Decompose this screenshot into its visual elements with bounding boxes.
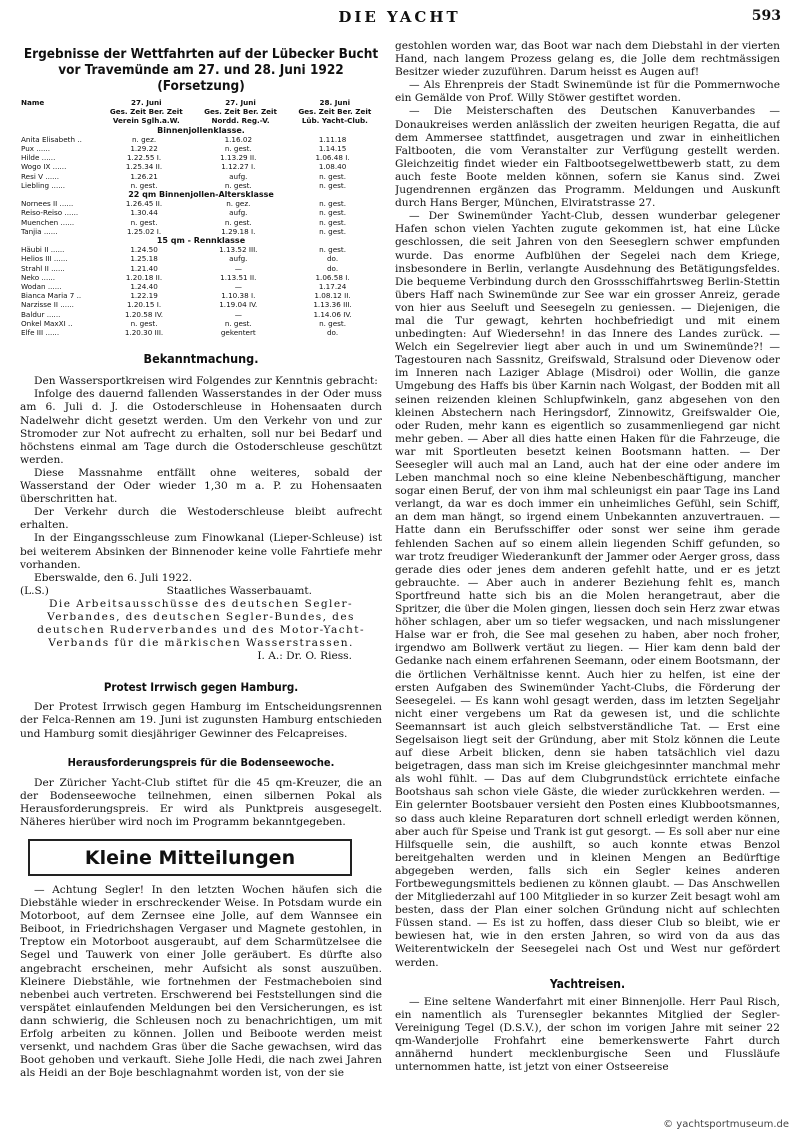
result-cell — [377, 291, 382, 300]
boat-name: Muenchen ...... — [21, 217, 75, 227]
col-date3: 28. Juni — [319, 98, 351, 107]
result-cell — [377, 310, 382, 319]
result-cell: 1.25.34 II. — [125, 162, 163, 172]
result-cell: n. gest. — [130, 217, 158, 227]
result-cell: 1.26.45 II. — [125, 199, 163, 209]
table-row — [20, 144, 382, 153]
result-cell — [377, 208, 382, 217]
result-cell: n. gest. — [319, 171, 347, 181]
right-p4-wanderfahrt: — Eine seltene Wanderfahrt mit einer Binnenjolle. Herr Paul Risch, ein namentlich als Turensegler bekanntes Mitglied der Segler-Vereinigung Tegel (D.S.V.), der schon im vorigen Jahre mit seiner 22 qm-Wanderjolle Frohfahrt eine bemerkenswerte Fahrt durch annähernd hundert mecklenburgische Seen und Flussläufe unternommen hatte, ist jetzt von einer Ostseereise — [395, 995, 780, 1074]
results-table — [20, 98, 382, 337]
right-p3-swinemuende: — Der Swinemünder Yacht-Club, dessen wunderbar gelegener Hafen schon vielen Yachten zugute gekommen ist, hat eine Lücke geschlossen, die seit Jahren von den Seeseglern schwer empfunden wurde. Das enorme Aufblühen der Segelei nach dem Kriege, insbesondere in Berlin, verlangte Ausdehnung des Betätigungsfeldes. Die bequeme Verbindung durch den Grossschiffahrtsweg Berlin-Stettin übers Haff nach Swinemünde zur See war ein grosser Anreiz, gerade von hier aus Seeluft und Seesegeln zu geniessen. — Diejenigen, die mal die Tur gewagt, kehrten hochbefriedigt und mit einem unbedingten: Auf Wiedersehn! in das Innere des Landes zurück. — Welch ein Segelrevier liegt aber auch in und um Swinemünde?! — Tagestouren nach Sassnitz, Greifswald, Stralsund oder Dievenow oder im Inneren nach Laziger Ablage (Misdroi) oder Wollin, die ganze Umgebung des Haffs bis über Karnin nach Wolgast, der Bodden mit all seinen reizenden kleinen Schlupfwinkeln, ganz abgesehen von den kleinen Abstechern nach Heringsdorf, Zinnowitz, Greifswalder Oie, oder Ruden, mehr kann es eigentlich so zusammenliegend gar nicht mehr geben. — Aber all dies hatte einen Haken für die Fahrzeuge, die war mit Sportleuten besetzt keinen Bootsmann hatten. — Der Seesegler will auch mal an Land, auch hat der eine oder andere im Leben manchmal noch so eine kleine Nebenbeschäftigung, mancher sogar einen Beruf, der von ihm mal schleunigst ein paar Tage ins Land verlangt, da war es doch immer ein unheimliches Gefühl, sein Schiff, an dem man hängt, so irgend einem Unbekannten anzuvertrauen. — Hatte dann ein Berufsschiffer oder sonst wer seine ihm gerade fehlenden Sachen auf so einem allein liegenden Schiff gefunden, so war trotz freudiger Wiederankunft der Jammer oder Aerger gross, dass gerade dies oder jenes dem anderen gefehlt hatte, und er es jetzt gebrauchte. — Aber auch in anderer Beziehung fehlt es, manch Sportfreund hatte sich bis an die Molen herangetraut, aber die Spritzer, die über die Molen gingen, liessen doch sein Herz zwar etwas höher schlagen, aber um so tiefer wegsacken, und nach misslungener Halse war er froh, die See mal gesehen zu haben, aber noch froher, irgendwo am Bollwerk vertäut zu liegen. — Hier kam denn bald der Gedanke nach einem erfahrenen Seemann, oder einem Bootsmann, der die örtlichen Verhältnisse kennt. Auch hier zu helfen, ist eine der ersten Aufgaben des Swinemünder Yacht-Clubs, die Förderung der Seesegelei. — Es kann wohl gesagt werden, dass im letzten Segeljahr nicht einer vergebens um Rat da gewesen ist, und die schlichte Seemannsart ist auch gleich selbstverständliche Tat. — Erst eine Segelsaison liegt seit der Gründung, aber mit Stolz können die Leute auf diese Arbeit blicken, denn sie haben tatsächlich viel dazu beigetragen, dass man sich im Kreise gleichgesinnter manchmal mehr als wohl fühlt. — Das auf dem Clubgrundstück errichtete einfache Bootshaus sah schon viele Gäste, die wieder zurückkehren werden. — Ein gelernter Bootsbauer versieht den Posten eines Klubbootsmannes, so dass auch kleine Reparaturen dort schnell erledigt werden können, aber auch für Speise und Trank ist gut gesorgt. — Es soll aber nur eine Hilfsquelle sein, die aushilft, so auch konnte etwas Benzol bereitgehalten werden und in kleinen Mengen an Bedürftige abgegeben werden, falls sich ein Segler keines anderen Fortbewegungsmittels bedienen zu können glaubt. — Das Anschwellen der Mitgliederzahl auf 100 Mitglieder in so kurzer Zeit besagt wohl am besten, dass der Plan einer solchen Gründung nicht auf schlechten Füssen stand. — Es ist zu hoffen, dass dieser Club so bleibt, wie er bewiesen hat, wie in den ersten Jahren, so wird von da aus das Weiterentwickeln der Seesegelei nach Ost und West nur gefördert werden. — [395, 210, 780, 969]
protest-text: Der Protest Irrwisch gegen Hamburg im Entscheidungsrennen der Felca-Rennen am 19. Juni ist zugunsten Hamburg entschieden und Hamburg somit diesjähriger Gewinner des Felcapreises. — [20, 701, 382, 740]
right-p1-ehrenpreis: — Als Ehrenpreis der Stadt Swinemünde ist für die Pommernwoche ein Gemälde von Prof. Willy Stöwer gestiftet worden. — [395, 79, 780, 105]
result-cell — [377, 153, 382, 162]
bekanntmachung-committees: Die Arbeitsausschüsse des deutschen Segler-Verbandes, des deutschen Segler-Bundes, des deutschen Ruderverbandes und des Motor-Yacht-Verbands für die märkischen Wasserstrassen. — [37, 597, 365, 650]
col-times1: Ges. Zeit Ber. Zeit — [109, 107, 183, 117]
result-cell — [377, 282, 382, 291]
page-header — [0, 8, 799, 30]
bekanntmachung-p3: Diese Massnahme entfällt ohne weiteres, sobald der Wasserstand der Oder wieder 1,30 m a. P. zu Hohensaaten überschritten hat. — [20, 466, 382, 506]
table-row — [20, 300, 382, 309]
boat-name: Hilde ...... — [21, 153, 56, 163]
result-cell: 1.06.48 I. — [315, 153, 350, 163]
result-cell: 1.12.27 I. — [221, 162, 256, 172]
table-row — [20, 328, 382, 337]
yachtreisen-title: Yachtreisen. — [549, 976, 626, 991]
bodensee-text: Der Züricher Yacht-Club stiftet für die 45 qm-Kreuzer, die an der Bodenseewoche teilnehmen, einen silbernen Pokal als Herausforderungspreis. Er wird als Punktpreis ausgesegelt. Näheres hierüber wird noch im Programm bekanntgegeben. — [20, 776, 382, 828]
result-cell: 1.22.55 I. — [126, 153, 162, 163]
result-cell: do. — [326, 254, 339, 264]
bekanntmachung-p2: Infolge des dauernd fallenden Wasserstandes in der Oder muss am 6. Juli d. J. die Ostoderschleuse in Hohensaaten durch Nadelwehr dicht gesetzt werden. Um den Verkehr von und zur Stromoder zur Not aufrecht zu erhalten, soll nur bei Bedarf und höchstens einmal am Tage durch die Ostoderschleuse geschützt werden. — [20, 388, 382, 466]
kleine-p1: — Achtung Segler! In den letzten Wochen häufen sich die Diebstähle wieder in erschreckender Weise. In Potsdam wurde ein Motorboot, auf dem Zernsee eine Jolle, auf dem Wannsee ein Beiboot, in Friedrichshagen Vergaser und Magnete gestohlen, in Treptow ein Motorboot ausgeraubt, auf dem Scharmützelsee die Segel und Tauwerk von einer Jolle geräubert. Es dürfte also angebracht erscheinen, mehr Aufsicht als sonst auszuüben. Kleinere Diebstähle, wie fortnehmen der Festmacheboien sind nebenbei auch vertreten. Erschwerend bei Feststellungen sind die verspätet einlaufenden Meldungen bei den Versicherungen, es ist dann schwierig, die Schleusen noch zu benachrichtigen, um mit Erfolg arbeiten zu können. Jollen und Beiboote werden meist versenkt, und nachdem Gras über die Sache gewachsen, wird das Boot gehoben und verkauft. Siehe Jolle Hedi, die nach zwei Jahren als Heidi an der Boje beschlagnahmt worden ist, von der sie — [20, 884, 382, 1080]
boat-name: Bianca Maria 7 .. — [21, 291, 82, 301]
result-cell — [377, 254, 382, 263]
magazine-title: DIE YACHT — [338, 8, 461, 26]
boat-name: Helios III ...... — [21, 254, 68, 264]
copyright-footer: © yachtsportmuseum.de — [663, 1119, 789, 1130]
boat-name: Reiso-Reiso ...... — [21, 208, 79, 218]
bodensee-title: Herausforderungspreis für die Bodenseewoche. — [67, 755, 335, 769]
class-heading-row — [20, 236, 382, 245]
result-cell — [377, 181, 382, 190]
boat-name: Wodan ...... — [21, 282, 62, 292]
table-row — [20, 282, 382, 291]
boat-name: Wogo IX ...... — [21, 162, 67, 172]
col-date1: 27. Juni — [130, 98, 162, 107]
result-cell — [377, 144, 382, 153]
result-cell: n. gest. — [319, 318, 347, 328]
boat-name: Onkel MaxXI .. — [21, 318, 73, 328]
result-cell — [377, 227, 382, 236]
bekanntmachung-signature: I. A.: Dr. O. Riess. — [257, 650, 352, 663]
class-heading: 22 qm Binnenjollen-Altersklasse — [128, 190, 274, 200]
result-cell: — — [234, 309, 242, 319]
result-cell: — — [234, 263, 242, 273]
result-cell: n. gest. — [130, 180, 158, 190]
result-cell: 1.14.06 IV. — [313, 309, 352, 319]
bekanntmachung-p1: Den Wassersportkreisen wird Folgendes zur Kenntnis gebracht: — [34, 375, 378, 388]
result-cell: 1.06.58 I. — [315, 272, 350, 282]
result-cell: do. — [326, 328, 339, 338]
boat-name: Baldur ...... — [21, 309, 61, 319]
col-times3: Ges. Zeit Ber. Zeit — [298, 107, 372, 117]
result-cell: n. gest. — [224, 144, 252, 154]
boat-name: Resi V ...... — [21, 171, 60, 181]
boat-name: Pux ...... — [21, 144, 51, 154]
table-row — [20, 153, 382, 162]
result-cell: n. gest. — [224, 180, 252, 190]
table-row — [20, 208, 382, 217]
bekanntmachung-p4: Der Verkehr durch die Westoderschleuse bleibt aufrecht erhalten. — [20, 506, 382, 532]
result-cell — [377, 319, 382, 328]
col-club2: Nordd. Reg.-V. — [211, 116, 270, 126]
result-cell: 1.13.29 II. — [220, 153, 257, 163]
table-row — [20, 172, 382, 181]
result-cell: 1.25.02 I. — [126, 226, 162, 236]
result-cell: n. gest. — [319, 199, 347, 209]
boat-name: Narzisse II ...... — [21, 300, 74, 310]
result-cell: 1.29.18 I. — [221, 226, 256, 236]
table-row — [20, 310, 382, 319]
table-row — [20, 273, 382, 282]
result-cell — [377, 273, 382, 282]
table-row — [20, 218, 382, 227]
result-cell: 1.25.18 — [130, 254, 158, 264]
col-times2: Ges. Zeit Ber. Zeit — [204, 107, 277, 117]
result-cell: 1.20.30 III. — [124, 328, 164, 338]
result-cell — [377, 218, 382, 227]
result-cell — [377, 300, 382, 309]
result-cell: 1.16.02 — [224, 134, 253, 144]
result-cell: n. gest. — [319, 245, 347, 255]
left-column — [20, 46, 382, 1126]
result-cell — [377, 199, 382, 208]
boat-name: Strahl II ...... — [21, 263, 65, 273]
result-cell: aufg. — [229, 171, 248, 181]
results-title-line2: vor Travemünde am 27. und 28. Juni 1922 (Forsetzung) — [58, 62, 344, 94]
results-title-line1: Ergebnisse der Wettfahrten auf der Lübecker Bucht — [23, 46, 379, 62]
result-cell: aufg. — [229, 208, 248, 218]
protest-title: Protest Irrwisch gegen Hamburg. — [103, 680, 299, 695]
result-cell: 1.21.40 — [130, 263, 158, 273]
result-cell: 1.08.12 II. — [314, 291, 351, 301]
result-cell: 1.24.40 — [130, 282, 158, 292]
table-row — [20, 135, 382, 144]
results-club-row — [20, 116, 382, 125]
result-cell: n. gest. — [224, 217, 252, 227]
result-cell: 1.20.58 IV. — [124, 309, 164, 319]
result-cell — [377, 135, 382, 144]
result-cell — [377, 245, 382, 254]
result-cell: 1.20.18 II. — [125, 272, 163, 282]
class-heading: Binnenjollenklasse. — [157, 125, 245, 135]
result-cell — [377, 328, 382, 337]
result-cell: 1.10.38 I. — [221, 291, 256, 301]
bekanntmachung-seal-line — [20, 585, 382, 598]
results-time-row — [20, 107, 382, 116]
result-cell: n. gez. — [226, 199, 251, 209]
result-cell: 1.19.04 IV. — [219, 300, 258, 310]
table-row — [20, 254, 382, 263]
result-cell: n. gest. — [224, 318, 252, 328]
authority-name: Staatliches Wasserbauamt. — [166, 584, 312, 597]
right-p0: gestohlen worden war, das Boot war nach dem Diebstahl in der vierten Hand, nach langem Prozess gelang es, die Jolle dem rechtmässigen Besitzer wieder zuzuführen. Darum heisst es Augen auf! — [395, 40, 780, 79]
table-row — [20, 319, 382, 328]
boat-name: Anita Elisabeth .. — [21, 134, 82, 144]
table-row — [20, 264, 382, 273]
result-cell: 1.29.22 — [130, 144, 158, 154]
page-number: 593 — [751, 8, 781, 24]
result-cell: 1.13.36 III. — [313, 300, 352, 310]
result-cell: 1.26.21 — [130, 171, 158, 181]
right-column — [395, 40, 780, 1120]
bekanntmachung-date: Eberswalde, den 6. Juli 1922. — [34, 571, 193, 584]
kleine-mitteilungen-heading: Kleine Mitteilungen — [28, 839, 352, 876]
result-cell — [377, 172, 382, 181]
result-cell: 1.11.18 — [318, 134, 347, 144]
table-row — [20, 162, 382, 171]
boat-name: Elfe III ...... — [21, 328, 60, 338]
bekanntmachung-p5: In der Eingangsschleuse zum Finowkanal (Lieper-Schleuse) ist bei weiterem Absinken der Binnenoder keine volle Fahrtiefe mehr vorhanden. — [20, 532, 382, 571]
table-row — [20, 199, 382, 208]
table-row — [20, 227, 382, 236]
right-p2-kanu: — Die Meisterschaften des Deutschen Kanuverbandes — Donaukreises werden anlässlich der zweiten heurigen Regatta, die auf dem Ammersee stattfindet, ausgetragen und zwar in einheitlichen Faltbooten, die vom Veranstalter zur Verfügung gestellt werden. Gleichzeitig findet wieder ein Faltbootsegelwettbewerb statt, zu dem auch feste Boote melden können, sofern sie Kanus sind. Zwei Jugendrennen ergänzen das Programm. Meldungen und Auskunft durch Hans Berger, München, Elviratstrasse 27. — [395, 105, 780, 210]
result-cell: 1.14.15 — [318, 144, 347, 154]
result-cell: 1.20.15 I. — [126, 300, 162, 310]
boat-name: Neko ...... — [21, 272, 56, 282]
col-club1: Verein Sglh.a.W. — [112, 116, 180, 126]
boat-name: Nornees II ...... — [21, 199, 74, 209]
result-cell: n. gest. — [319, 226, 347, 236]
result-cell: 1.08.40 — [318, 162, 347, 172]
class-heading-row — [20, 126, 382, 135]
result-cell: n. gest. — [319, 217, 347, 227]
bekanntmachung-title: Bekanntmachung. — [143, 351, 259, 367]
result-cell: n. gest. — [319, 180, 347, 190]
col-club3: Lüb. Yacht-Club. — [301, 116, 368, 126]
results-header-row — [20, 98, 382, 107]
col-name: Name — [21, 98, 45, 107]
table-row — [20, 245, 382, 254]
result-cell: n. gest. — [319, 208, 347, 218]
boat-name: Häubi II ...... — [21, 245, 65, 255]
table-row — [20, 181, 382, 190]
col-date2: 27. Juni — [225, 98, 256, 107]
result-cell: 1.22.19 — [130, 291, 158, 301]
boat-name: Liebling ...... — [21, 180, 66, 190]
result-cell — [377, 264, 382, 273]
class-heading: 15 qm - Rennklasse — [156, 236, 246, 246]
result-cell: 1.13.52 III. — [219, 245, 258, 255]
result-cell: n. gest. — [130, 318, 158, 328]
boat-name: Tanjia ...... — [21, 226, 58, 236]
result-cell: aufg. — [229, 254, 248, 264]
table-row — [20, 291, 382, 300]
result-cell: gekentert — [220, 328, 256, 338]
result-cell: — — [234, 282, 242, 292]
result-cell: 1.24.50 — [130, 245, 158, 255]
result-cell: 1.30.44 — [130, 208, 158, 218]
result-cell: do. — [326, 263, 339, 273]
seal-mark: (L.S.) — [20, 584, 49, 597]
result-cell: 1.13.51 II. — [220, 272, 257, 282]
result-cell: 1.17.24 — [318, 282, 347, 292]
result-cell: n. gez. — [131, 134, 157, 144]
result-cell — [377, 162, 382, 171]
class-heading-row — [20, 190, 382, 199]
